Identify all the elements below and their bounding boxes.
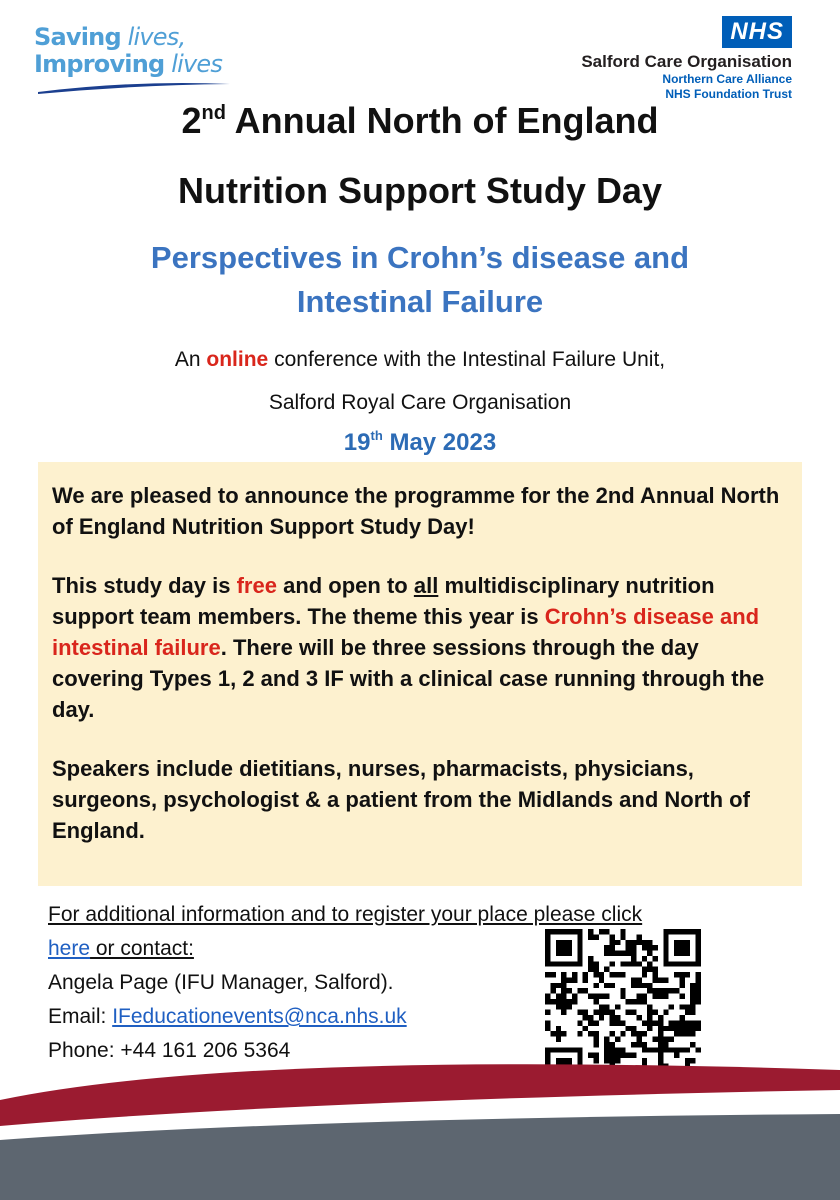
org-sub-alliance: Northern Care Alliance [662,72,792,86]
here-link[interactable]: here [48,937,91,960]
free-highlight: free [236,573,277,598]
online-highlight: online [206,348,269,371]
event-date: 19th May 2023 [343,428,497,456]
footer-wave [0,1040,840,1200]
nhs-logo [532,16,792,102]
register-text: For additional information and to register your place please click [48,903,643,926]
announcement-para1: We are pleased to announce the programme for the 2nd Annual North of England Nutrition Support Study Day! [52,483,780,539]
announcement-para3: Speakers include dietitians, nurses, pharmacists, physicians, surgeons, psychologist & a patient from the Midlands and North of England. [52,756,750,843]
subtitle-line2: Intestinal Failure [296,284,544,319]
title-line2: Nutrition Support Study Day [178,170,662,211]
tagline-line2: Improving lives [34,50,223,78]
contact-phone: Phone: +44 161 206 5364 [48,1039,291,1062]
saving-lives-logo [34,24,244,104]
swoosh-icon [34,80,234,96]
theme-highlight: Crohn’s disease and intestinal failure [52,604,760,660]
email-link[interactable]: IFeducationevents@nca.nhs.uk [112,1005,407,1028]
org-sub-trust: NHS Foundation Trust [665,87,792,101]
contact-email: Email: IFeducationevents@nca.nhs.uk [48,1005,407,1028]
title-line1: 2nd Annual North of England [181,100,659,141]
nhs-badge: NHS [722,16,792,48]
announcement-box [38,462,802,886]
announcement-para2: This study day is free and open to all multidisciplinary nutrition support team members. The theme this year is Crohn’s disease and intestinal failure. There will be three sessions through the day covering Types 1, 2 and 3 IF with a clinical case running through the day. [52,573,765,722]
subtitle-line1: Perspectives in Crohn’s disease and [150,240,690,275]
all-underlined: all [413,573,439,598]
tagline-line1: Saving lives, [34,23,186,51]
intro-line1: An online conference with the Intestinal Failure Unit, [174,348,666,371]
contact-line2: here or contact: [48,937,194,960]
intro-line2: Salford Royal Care Organisation [268,391,572,414]
org-name: Salford Care Organisation [581,52,792,71]
contact-name: Angela Page (IFU Manager, Salford). [48,971,394,994]
